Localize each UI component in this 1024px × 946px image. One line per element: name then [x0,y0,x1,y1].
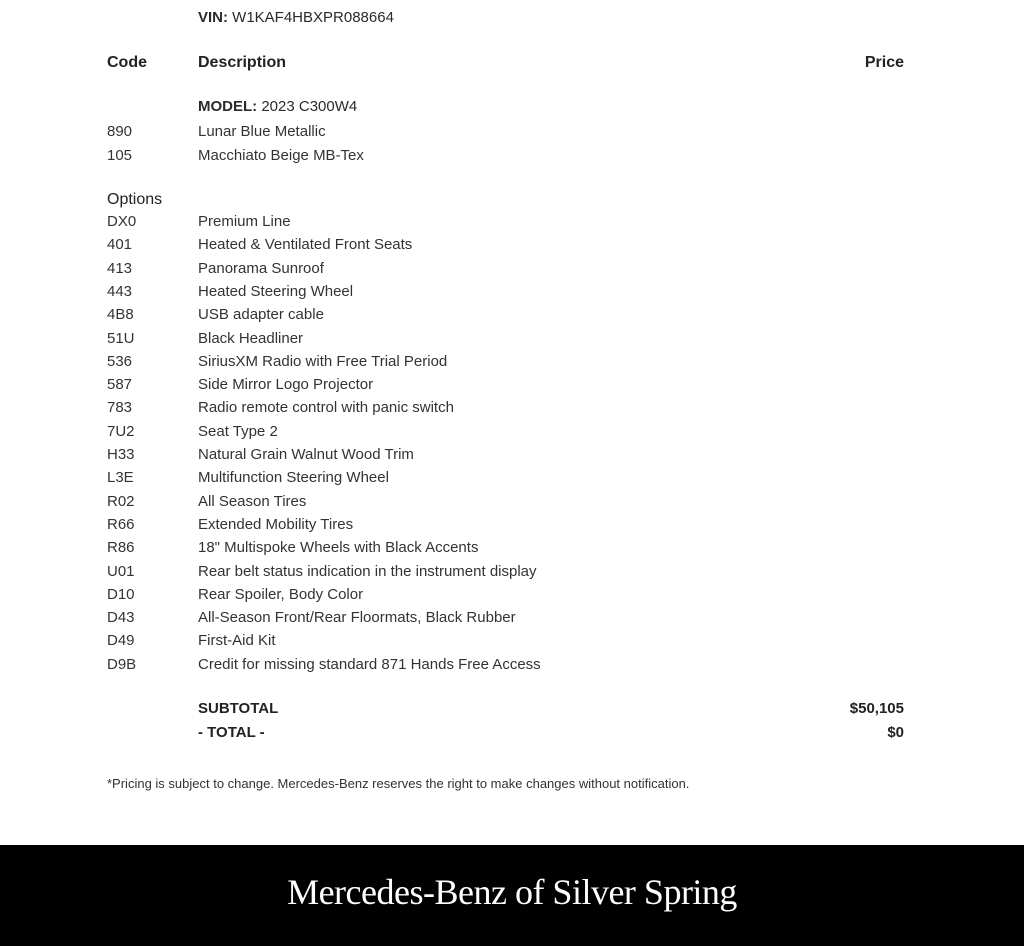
option-code: D43 [107,609,135,627]
option-row [0,236,1024,258]
option-code: 783 [107,399,133,417]
option-code: 4B8 [107,306,134,324]
option-row [0,423,1024,445]
option-row [0,283,1024,305]
option-description: Natural Grain Walnut Wood Trim [198,446,414,463]
option-code: 536 [107,352,133,370]
option-code: U01 [107,562,135,580]
dealer-name: Mercedes-Benz of Silver Spring [287,872,737,912]
option-description: Black Headliner [198,329,304,347]
option-row [0,609,1024,631]
option-code: 443 [107,282,133,300]
option-description: Heated Steering Wheel [198,282,354,300]
color-code: 890 [107,123,133,140]
option-description: Seat Type 2 [198,422,278,440]
option-row [0,376,1024,398]
option-description: Panorama Sunroof [198,259,324,277]
option-description: Multifunction Steering Wheel [198,469,389,487]
option-description: Premium Line [198,213,291,230]
option-code: R66 [107,515,135,533]
option-row [0,632,1024,654]
option-row [0,539,1024,561]
option-code: D49 [107,632,135,650]
options-heading: Options [107,191,163,208]
option-description: All Season Tires [198,492,307,510]
column-header-description: Description [198,54,287,71]
option-row [0,213,1024,235]
option-row [0,260,1024,282]
option-code: 587 [107,376,133,394]
option-description: Rear Spoiler, Body Color [198,585,364,603]
option-description: Credit for missing standard 871 Hands Free Access [198,655,541,673]
total-value: $0 [887,724,904,741]
total-label: - TOTAL - [198,724,265,741]
option-code: R02 [107,492,135,510]
option-description: 18" Multispoke Wheels with Black Accents [198,539,479,557]
option-row [0,493,1024,515]
option-row [0,353,1024,375]
model-label: MODEL: [198,98,258,115]
option-code: D10 [107,585,135,603]
option-row [0,586,1024,608]
vin-line [198,9,394,26]
option-description: First-Aid Kit [198,632,276,650]
option-description: SiriusXM Radio with Free Trial Period [198,352,448,370]
option-description: Rear belt status indication in the instrument display [198,562,537,580]
option-description: Heated & Ventilated Front Seats [198,236,413,254]
option-code: R86 [107,539,135,557]
option-row [0,446,1024,468]
color-description: Macchiato Beige MB-Tex [198,146,364,164]
vin-value: W1KAF4HBXPR088664 [232,9,394,26]
subtotal-label: SUBTOTAL [198,700,279,717]
color-row [0,123,1024,145]
option-row [0,656,1024,678]
color-code: 105 [107,146,133,164]
option-row [0,306,1024,328]
color-description: Lunar Blue Metallic [198,123,326,140]
option-code: L3E [107,469,134,487]
pricing-disclaimer: *Pricing is subject to change. Mercedes-Benz reserves the right to make changes without notification. [107,776,690,791]
option-code: 413 [107,259,133,277]
option-description: Radio remote control with panic switch [198,399,454,417]
option-description: USB adapter cable [198,306,324,324]
model-line [198,98,357,115]
option-code: DX0 [107,213,137,230]
option-code: 401 [107,236,133,254]
subtotal-value: $50,105 [849,700,904,717]
option-code: D9B [107,655,137,673]
option-row [0,563,1024,585]
dealer-footer [0,845,1024,946]
option-description: Side Mirror Logo Projector [198,376,374,394]
model-value: 2023 C300W4 [261,98,358,115]
option-code: 7U2 [107,422,135,440]
option-description: Extended Mobility Tires [198,515,354,533]
option-code: 51U [107,329,135,347]
option-row [0,330,1024,352]
column-header-price: Price [864,54,904,71]
column-header-code: Code [107,54,147,71]
option-row [0,469,1024,491]
vin-label: VIN: [198,9,228,26]
option-description: All-Season Front/Rear Floormats, Black Rubber [198,609,516,627]
color-row [0,147,1024,169]
option-row [0,516,1024,538]
option-row [0,399,1024,421]
option-code: H33 [107,446,135,463]
